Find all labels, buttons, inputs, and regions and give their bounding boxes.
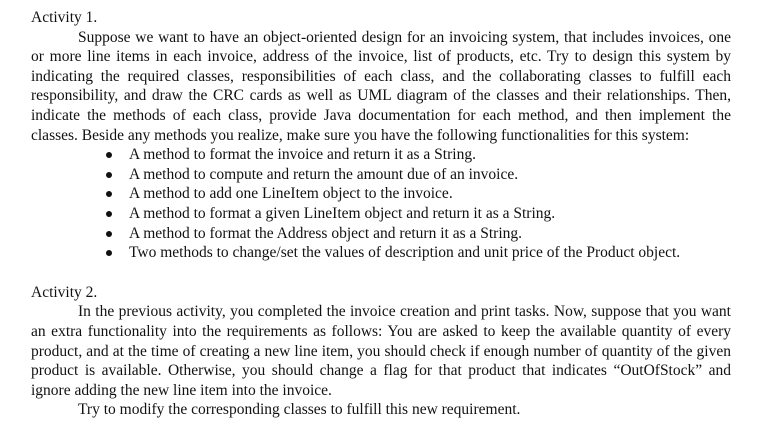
activity2-title: Activity 2. [31, 283, 98, 301]
bullet-icon [106, 172, 112, 178]
activity2-paragraph: In the previous activity, you completed the invoice creation and print tasks. Now, suppose that you want an extra functionality into the requirements as follows: You are asked to keep the available quantity of every product, and at the time of creating a new line item, you should check if enough number of quantity of the given product is available. Otherwise, you should change a flag for that product that indicates “OutOfStock” and ignore adding the new line item into the invoice. [31, 303, 731, 399]
list-item [104, 145, 731, 165]
list-item [104, 165, 731, 185]
list-item-text: A method to format the Address object and return it as a String. [129, 224, 523, 242]
activity1-title: Activity 1. [31, 9, 98, 26]
bullet-icon [106, 191, 112, 197]
document-page [31, 8, 731, 420]
list-item-text: A method to compute and return the amount due of an invoice. [129, 165, 519, 183]
list-item-text: A method to add one LineItem object to the invoice. [129, 185, 453, 203]
activity2-closing: Try to modify the corresponding classes to fulfill this new requirement. [78, 401, 521, 419]
bullet-icon [106, 250, 112, 256]
section-spacer [31, 263, 731, 283]
activity1-paragraph: Suppose we want to have an object-oriented design for an invoicing system, that includes invoices, one or more line items in each invoice, address of the invoice, list of products, etc. Try to design this system by indicating the required classes, responsibilities of each class, and the collaborating classes to fulfill each responsibility, and draw the CRC cards as well as UML diagram of the classes and their relationships. Then, indicate the methods of each class, provide Java documentation for each method, and then implement the classes. Beside any methods you realize, make sure you have the following functionalities for this system: [31, 28, 731, 144]
bullet-icon [106, 231, 112, 237]
list-item-text: Two methods to change/set the values of description and unit price of the Product object. [129, 244, 681, 262]
list-item-text: A method to format the invoice and return it as a String. [129, 146, 476, 164]
list-item [104, 224, 731, 244]
list-item [104, 184, 731, 204]
activity1-requirements-list [31, 145, 731, 263]
bullet-icon [106, 211, 112, 217]
list-item [104, 243, 731, 263]
list-item-text: A method to format a given LineItem object and return it as a String. [129, 204, 556, 222]
bullet-icon [106, 152, 112, 158]
list-item [104, 204, 731, 224]
